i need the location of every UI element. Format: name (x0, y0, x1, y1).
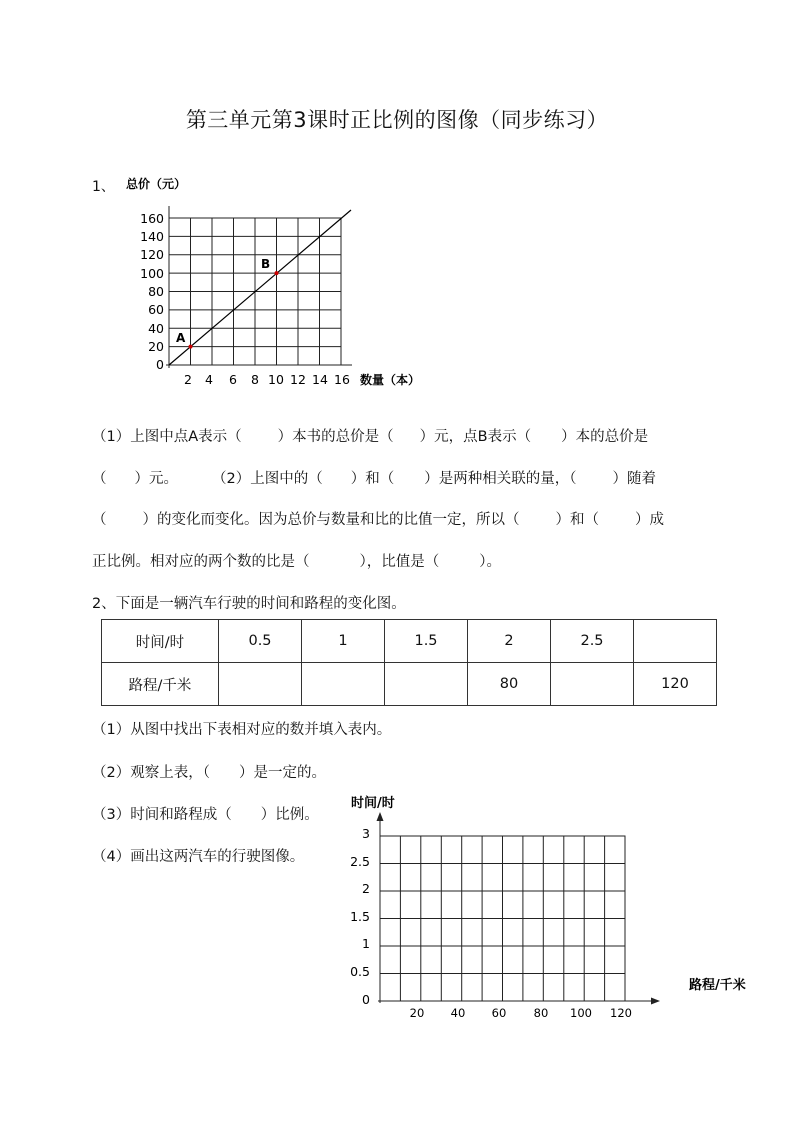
q1-point-b-label: B (261, 257, 271, 271)
q1-y-tick: 60 (148, 302, 164, 317)
table-cell-answer[interactable] (634, 620, 717, 663)
table-cell-answer[interactable] (551, 663, 634, 706)
q1-y-tick: 100 (140, 266, 164, 281)
q1-graph (120, 170, 440, 395)
q1-y-tick: 80 (148, 284, 164, 299)
q1-x-tick-labels (184, 372, 350, 387)
q2-grid (380, 836, 625, 1001)
q2-y-tick-labels (350, 826, 370, 1007)
q1-point-a-label: A (176, 331, 186, 345)
table-cell: 80 (468, 663, 551, 706)
q1-line-1: （1）上图中点A表示（ ）本书的总价是（ ）元，点B表示（ ）本的总价是 (92, 429, 649, 445)
q2-x-tick: 100 (570, 1006, 592, 1020)
q2-y-tick: 1.5 (350, 909, 370, 924)
table-row (102, 620, 717, 663)
q2-y-axis-label: 时间/时 (351, 796, 395, 811)
table-cell: 2.5 (551, 620, 634, 663)
question-1-number: 1、 (92, 179, 115, 195)
q1-x-tick: 12 (290, 372, 306, 387)
q1-y-tick: 40 (148, 321, 164, 336)
q2-y-tick: 2.5 (350, 854, 370, 869)
table-cell-answer[interactable] (385, 663, 468, 706)
q2-x-tick: 40 (450, 1006, 466, 1020)
q2-y-arrow-icon (377, 812, 384, 821)
q1-x-tick: 16 (334, 372, 350, 387)
q1-point-b (275, 271, 279, 275)
q1-x-tick: 14 (312, 372, 328, 387)
q1-point-a (189, 345, 193, 349)
table-cell: 120 (634, 663, 717, 706)
table-cell: 1.5 (385, 620, 468, 663)
q1-x-axis-label: 数量（本） (360, 373, 421, 387)
q2-x-tick-labels (410, 1006, 632, 1020)
q2-x-tick: 60 (491, 1006, 507, 1020)
q2-x-axis-label: 路程/千米 (689, 978, 746, 993)
q2-y-tick: 0.5 (350, 964, 370, 979)
q1-proportional-line (169, 210, 351, 365)
table-cell: 1 (302, 620, 385, 663)
q2-item-4: （4）画出这两汽车的行驶图像。 (92, 849, 305, 865)
q1-line-2: （ ）元。 （2）上图中的（ ）和（ ）是两种相关联的量，（ ）随着 (92, 471, 656, 487)
q1-line-4: 正比例。相对应的两个数的比是（ ），比值是（ ）。 (92, 554, 501, 570)
q2-item-2: （2）观察上表，（ ）是一定的。 (92, 765, 326, 781)
q2-y-tick: 3 (362, 826, 370, 841)
q1-x-tick: 2 (184, 372, 192, 387)
q1-x-tick: 10 (268, 372, 284, 387)
table-cell: 2 (468, 620, 551, 663)
q1-y-tick: 20 (148, 339, 164, 354)
question-2-heading: 2、下面是一辆汽车行驶的时间和路程的变化图。 (92, 596, 406, 612)
q1-x-tick: 4 (205, 372, 213, 387)
q2-table (101, 619, 717, 706)
q2-x-tick: 120 (610, 1006, 632, 1020)
q2-x-arrow-icon (651, 998, 660, 1005)
q1-line-3: （ ）的变化而变化。因为总价与数量和比的比值一定，所以（ ）和（ ）成 (92, 512, 664, 528)
q2-y-tick: 1 (362, 936, 370, 951)
q2-graph (340, 790, 760, 1030)
table-row (102, 663, 717, 706)
q2-x-tick: 80 (533, 1006, 549, 1020)
q1-x-tick: 6 (229, 372, 237, 387)
table-cell-answer[interactable] (302, 663, 385, 706)
table-cell-answer[interactable] (219, 663, 302, 706)
q1-x-tick: 8 (251, 372, 259, 387)
q2-item-3: （3）时间和路程成（ ）比例。 (92, 807, 319, 823)
table-cell: 路程/千米 (102, 663, 219, 706)
q2-y-tick: 2 (362, 881, 370, 896)
q1-y-tick: 0 (156, 357, 164, 372)
table-cell: 0.5 (219, 620, 302, 663)
q1-y-tick-labels (140, 211, 164, 372)
q1-y-tick: 160 (140, 211, 164, 226)
q1-y-tick: 140 (140, 229, 164, 244)
table-cell: 时间/时 (102, 620, 219, 663)
q1-y-tick: 120 (140, 247, 164, 262)
q2-x-tick: 20 (409, 1006, 425, 1020)
q2-y-tick: 0 (362, 992, 370, 1007)
page-title: 第三单元第3课时正比例的图像（同步练习） (185, 108, 609, 132)
q2-item-1: （1）从图中找出下表相对应的数并填入表内。 (92, 722, 392, 738)
q1-y-axis-label: 总价（元） (126, 177, 187, 191)
